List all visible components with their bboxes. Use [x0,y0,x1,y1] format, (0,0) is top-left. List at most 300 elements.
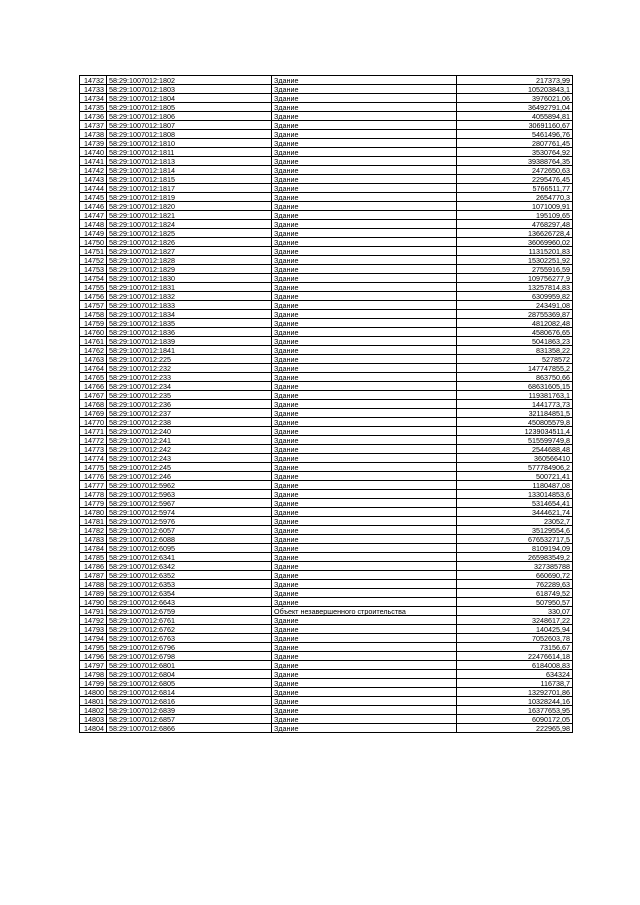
cadastral-number: 58:29:1007012:6759 [107,607,272,616]
row-number: 14784 [80,544,107,553]
row-number: 14736 [80,112,107,121]
object-type: Здание [272,346,457,355]
table-row [80,184,573,193]
cadastral-value: 1441773,73 [457,400,573,409]
cadastral-value: 109756277,9 [457,274,573,283]
cadastral-number: 58:29:1007012:5976 [107,517,272,526]
object-type: Здание [272,427,457,436]
table-row [80,409,573,418]
cadastral-value: 116738,7 [457,679,573,688]
cadastral-number: 58:29:1007012:246 [107,472,272,481]
table-row [80,391,573,400]
object-type: Здание [272,688,457,697]
object-type: Здание [272,553,457,562]
object-type: Здание [272,562,457,571]
cadastral-value: 15302251,92 [457,256,573,265]
cadastral-number: 58:29:1007012:1804 [107,94,272,103]
cadastral-number: 58:29:1007012:6801 [107,661,272,670]
row-number: 14797 [80,661,107,670]
cadastral-value: 265983549,2 [457,553,573,562]
cadastral-value: 6309959,82 [457,292,573,301]
table-row [80,724,573,733]
cadastral-value: 3444621,74 [457,508,573,517]
object-type: Здание [272,121,457,130]
object-type: Здание [272,247,457,256]
row-number: 14801 [80,697,107,706]
object-type: Здание [272,580,457,589]
object-type: Здание [272,256,457,265]
row-number: 14799 [80,679,107,688]
cadastral-value: 762289,63 [457,580,573,589]
cadastral-value: 243491,08 [457,301,573,310]
table-row [80,229,573,238]
cadastral-number: 58:29:1007012:1805 [107,103,272,112]
object-type: Здание [272,148,457,157]
cadastral-number: 58:29:1007012:6354 [107,589,272,598]
cadastral-number: 58:29:1007012:1833 [107,301,272,310]
row-number: 14782 [80,526,107,535]
cadastral-number: 58:29:1007012:238 [107,418,272,427]
cadastral-number: 58:29:1007012:6814 [107,688,272,697]
row-number: 14748 [80,220,107,229]
row-number: 14754 [80,274,107,283]
cadastral-value: 7052603,78 [457,634,573,643]
cadastral-value: 500721,41 [457,472,573,481]
cadastral-value: 4768297,48 [457,220,573,229]
object-type: Здание [272,130,457,139]
table-row [80,463,573,472]
table-body [80,76,573,733]
table-row [80,364,573,373]
cadastral-value: 119381763,1 [457,391,573,400]
object-type: Здание [272,301,457,310]
cadastral-number: 58:29:1007012:1835 [107,319,272,328]
cadastral-value: 330,07 [457,607,573,616]
cadastral-value: 863750,66 [457,373,573,382]
row-number: 14780 [80,508,107,517]
object-type: Здание [272,517,457,526]
object-type: Здание [272,157,457,166]
table-row [80,427,573,436]
table-row [80,517,573,526]
cadastral-value: 6090172,05 [457,715,573,724]
cadastral-value: 36492791,04 [457,103,573,112]
row-number: 14789 [80,589,107,598]
row-number: 14752 [80,256,107,265]
row-number: 14795 [80,643,107,652]
cadastral-number: 58:29:1007012:1832 [107,292,272,301]
cadastral-number: 58:29:1007012:1817 [107,184,272,193]
table-row [80,679,573,688]
cadastral-number: 58:29:1007012:1807 [107,121,272,130]
cadastral-value: 140425,94 [457,625,573,634]
object-type: Здание [272,337,457,346]
table-row [80,220,573,229]
table-row [80,292,573,301]
table-row [80,355,573,364]
cadastral-value: 2544688,48 [457,445,573,454]
table-row [80,247,573,256]
table-row [80,274,573,283]
row-number: 14775 [80,463,107,472]
cadastral-value: 1180487,08 [457,481,573,490]
cadastral-value: 13292701,86 [457,688,573,697]
cadastral-number: 58:29:1007012:1802 [107,76,272,85]
object-type: Здание [272,670,457,679]
object-type: Здание [272,616,457,625]
cadastral-number: 58:29:1007012:1815 [107,175,272,184]
cadastral-value: 360566410 [457,454,573,463]
cadastral-value: 6184008,83 [457,661,573,670]
table-row [80,571,573,580]
table-row [80,337,573,346]
object-type: Здание [272,76,457,85]
table-row [80,499,573,508]
object-type: Здание [272,490,457,499]
cadastral-value: 23052,7 [457,517,573,526]
object-type: Здание [272,202,457,211]
object-type: Здание [272,535,457,544]
cadastral-number: 58:29:1007012:6839 [107,706,272,715]
table-row [80,265,573,274]
table-row [80,616,573,625]
table-row [80,607,573,616]
row-number: 14750 [80,238,107,247]
cadastral-number: 58:29:1007012:1830 [107,274,272,283]
object-type: Здание [272,112,457,121]
cadastral-value: 28755369,87 [457,310,573,319]
cadastral-value: 2295476,45 [457,175,573,184]
table-row [80,472,573,481]
row-number: 14766 [80,382,107,391]
cadastral-value: 321184851,5 [457,409,573,418]
table-row [80,661,573,670]
cadastral-value: 618749,52 [457,589,573,598]
table-row [80,589,573,598]
object-type: Здание [272,697,457,706]
cadastral-table [79,75,573,733]
object-type: Здание [272,238,457,247]
table-row [80,715,573,724]
cadastral-value: 4580676,65 [457,328,573,337]
table-row [80,553,573,562]
table-row [80,193,573,202]
cadastral-value: 2654770,3 [457,193,573,202]
table-row [80,580,573,589]
row-number: 14781 [80,517,107,526]
object-type: Здание [272,715,457,724]
row-number: 14803 [80,715,107,724]
cadastral-value: 515599749,8 [457,436,573,445]
row-number: 14791 [80,607,107,616]
row-number: 14745 [80,193,107,202]
cadastral-value: 105203843,1 [457,85,573,94]
object-type: Здание [272,625,457,634]
table-row [80,634,573,643]
object-type: Здание [272,355,457,364]
row-number: 14749 [80,229,107,238]
row-number: 14792 [80,616,107,625]
cadastral-value: 3976021,06 [457,94,573,103]
row-number: 14768 [80,400,107,409]
row-number: 14767 [80,391,107,400]
cadastral-value: 634324 [457,670,573,679]
object-type: Здание [272,454,457,463]
cadastral-number: 58:29:1007012:6057 [107,526,272,535]
cadastral-value: 660690,72 [457,571,573,580]
cadastral-value: 10328244,16 [457,697,573,706]
row-number: 14761 [80,337,107,346]
object-type: Здание [272,472,457,481]
row-number: 14746 [80,202,107,211]
table-row [80,562,573,571]
row-number: 14770 [80,418,107,427]
cadastral-number: 58:29:1007012:1808 [107,130,272,139]
row-number: 14737 [80,121,107,130]
object-type: Здание [272,544,457,553]
cadastral-value: 39388764,35 [457,157,573,166]
table-row [80,94,573,103]
object-type: Здание [272,391,457,400]
table-row [80,85,573,94]
cadastral-number: 58:29:1007012:5967 [107,499,272,508]
table-row [80,202,573,211]
table-row [80,121,573,130]
row-number: 14738 [80,130,107,139]
cadastral-number: 58:29:1007012:232 [107,364,272,373]
cadastral-number: 58:29:1007012:240 [107,427,272,436]
cadastral-number: 58:29:1007012:1828 [107,256,272,265]
cadastral-number: 58:29:1007012:6341 [107,553,272,562]
row-number: 14798 [80,670,107,679]
cadastral-value: 831358,22 [457,346,573,355]
cadastral-value: 73156,67 [457,643,573,652]
cadastral-value: 68631605,15 [457,382,573,391]
object-type: Здание [272,211,457,220]
cadastral-number: 58:29:1007012:5963 [107,490,272,499]
cadastral-number: 58:29:1007012:1841 [107,346,272,355]
object-type: Здание [272,481,457,490]
object-type: Объект незавершенного строительства [272,607,457,616]
cadastral-value: 16377653,95 [457,706,573,715]
object-type: Здание [272,184,457,193]
object-type: Здание [272,265,457,274]
table-row [80,625,573,634]
table-row [80,652,573,661]
object-type: Здание [272,724,457,733]
object-type: Здание [272,328,457,337]
object-type: Здание [272,571,457,580]
object-type: Здание [272,364,457,373]
table-row [80,175,573,184]
table-row [80,112,573,121]
cadastral-value: 676532717,5 [457,535,573,544]
cadastral-number: 58:29:1007012:5962 [107,481,272,490]
cadastral-value: 4055894,81 [457,112,573,121]
table-row [80,598,573,607]
object-type: Здание [272,508,457,517]
cadastral-number: 58:29:1007012:245 [107,463,272,472]
table-row [80,544,573,553]
table-row [80,103,573,112]
cadastral-number: 58:29:1007012:233 [107,373,272,382]
row-number: 14772 [80,436,107,445]
object-type: Здание [272,499,457,508]
row-number: 14763 [80,355,107,364]
table-row [80,382,573,391]
table-row [80,346,573,355]
cadastral-value: 217373,99 [457,76,573,85]
cadastral-number: 58:29:1007012:225 [107,355,272,364]
object-type: Здание [272,229,457,238]
cadastral-number: 58:29:1007012:6761 [107,616,272,625]
object-type: Здание [272,418,457,427]
table-row [80,238,573,247]
cadastral-number: 58:29:1007012:236 [107,400,272,409]
row-number: 14758 [80,310,107,319]
table-row [80,436,573,445]
cadastral-value: 577784906,2 [457,463,573,472]
table-row [80,130,573,139]
row-number: 14794 [80,634,107,643]
cadastral-number: 58:29:1007012:1834 [107,310,272,319]
row-number: 14765 [80,373,107,382]
row-number: 14741 [80,157,107,166]
table-row [80,328,573,337]
table-row [80,490,573,499]
row-number: 14733 [80,85,107,94]
row-number: 14740 [80,148,107,157]
table-row [80,481,573,490]
table-row [80,211,573,220]
row-number: 14787 [80,571,107,580]
cadastral-value: 8109194,09 [457,544,573,553]
cadastral-number: 58:29:1007012:6857 [107,715,272,724]
cadastral-number: 58:29:1007012:237 [107,409,272,418]
cadastral-value: 3530764,92 [457,148,573,157]
row-number: 14747 [80,211,107,220]
cadastral-number: 58:29:1007012:242 [107,445,272,454]
object-type: Здание [272,283,457,292]
row-number: 14796 [80,652,107,661]
object-type: Здание [272,589,457,598]
cadastral-value: 22476614,18 [457,652,573,661]
cadastral-value: 5278572 [457,355,573,364]
table-row [80,535,573,544]
table-row [80,643,573,652]
cadastral-value: 3248617,22 [457,616,573,625]
table-row [80,148,573,157]
cadastral-number: 58:29:1007012:6095 [107,544,272,553]
row-number: 14785 [80,553,107,562]
row-number: 14769 [80,409,107,418]
row-number: 14732 [80,76,107,85]
cadastral-number: 58:29:1007012:6816 [107,697,272,706]
row-number: 14760 [80,328,107,337]
table-row [80,256,573,265]
table-row [80,697,573,706]
table-row [80,670,573,679]
table-row [80,310,573,319]
cadastral-number: 58:29:1007012:1814 [107,166,272,175]
cadastral-number: 58:29:1007012:6804 [107,670,272,679]
cadastral-number: 58:29:1007012:1829 [107,265,272,274]
cadastral-number: 58:29:1007012:1810 [107,139,272,148]
cadastral-number: 58:29:1007012:1806 [107,112,272,121]
cadastral-number: 58:29:1007012:6866 [107,724,272,733]
row-number: 14788 [80,580,107,589]
table-row [80,139,573,148]
cadastral-number: 58:29:1007012:6352 [107,571,272,580]
cadastral-value: 136626728,4 [457,229,573,238]
row-number: 14774 [80,454,107,463]
cadastral-value: 35129554,6 [457,526,573,535]
cadastral-value: 1071009,91 [457,202,573,211]
cadastral-number: 58:29:1007012:6643 [107,598,272,607]
object-type: Здание [272,409,457,418]
cadastral-number: 58:29:1007012:1836 [107,328,272,337]
object-type: Здание [272,706,457,715]
cadastral-value: 2755916,59 [457,265,573,274]
row-number: 14757 [80,301,107,310]
table-row [80,418,573,427]
cadastral-number: 58:29:1007012:6796 [107,643,272,652]
row-number: 14735 [80,103,107,112]
cadastral-number: 58:29:1007012:1839 [107,337,272,346]
object-type: Здание [272,139,457,148]
table-row [80,445,573,454]
row-number: 14744 [80,184,107,193]
cadastral-number: 58:29:1007012:235 [107,391,272,400]
cadastral-value: 1239034511,4 [457,427,573,436]
cadastral-number: 58:29:1007012:234 [107,382,272,391]
row-number: 14742 [80,166,107,175]
cadastral-value: 5041863,23 [457,337,573,346]
cadastral-number: 58:29:1007012:1803 [107,85,272,94]
object-type: Здание [272,445,457,454]
cadastral-number: 58:29:1007012:6762 [107,625,272,634]
table-row [80,157,573,166]
cadastral-value: 5314654,41 [457,499,573,508]
row-number: 14786 [80,562,107,571]
cadastral-value: 2807761,45 [457,139,573,148]
table-row [80,319,573,328]
object-type: Здание [272,103,457,112]
cadastral-number: 58:29:1007012:1820 [107,202,272,211]
row-number: 14804 [80,724,107,733]
table-row [80,373,573,382]
object-type: Здание [272,526,457,535]
row-number: 14751 [80,247,107,256]
row-number: 14802 [80,706,107,715]
object-type: Здание [272,85,457,94]
object-type: Здание [272,292,457,301]
table-row [80,454,573,463]
row-number: 14771 [80,427,107,436]
cadastral-value: 450805579,8 [457,418,573,427]
object-type: Здание [272,319,457,328]
cadastral-number: 58:29:1007012:1819 [107,193,272,202]
cadastral-number: 58:29:1007012:1826 [107,238,272,247]
row-number: 14753 [80,265,107,274]
object-type: Здание [272,679,457,688]
table-row [80,166,573,175]
row-number: 14773 [80,445,107,454]
cadastral-number: 58:29:1007012:1811 [107,148,272,157]
row-number: 14776 [80,472,107,481]
object-type: Здание [272,436,457,445]
cadastral-value: 327385788 [457,562,573,571]
